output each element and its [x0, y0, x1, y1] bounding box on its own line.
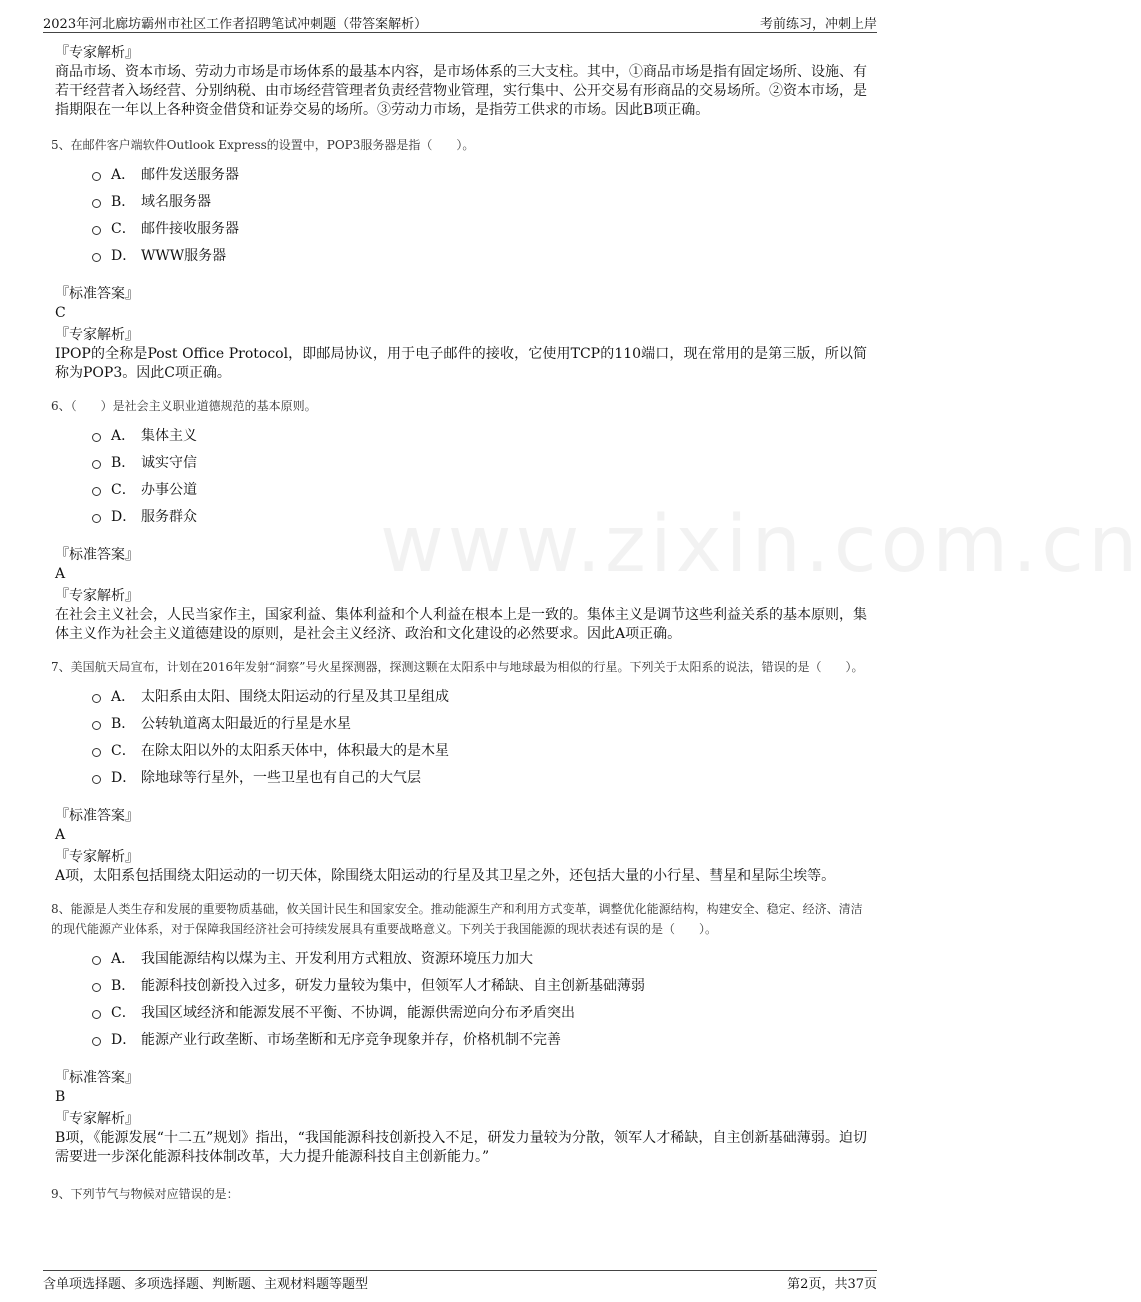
- option-c[interactable]: C． 邮件接收服务器: [92, 214, 867, 241]
- standard-answer-label: 『标准答案』: [55, 286, 139, 302]
- answer-value: C: [55, 305, 66, 321]
- option-d[interactable]: D． WWW服务器: [92, 241, 867, 268]
- option-list: [55, 160, 867, 268]
- radio-icon[interactable]: [92, 253, 101, 262]
- footer-note: 含单项选择题、多项选择题、判断题、主观材料题等题型: [43, 1277, 369, 1292]
- option-c[interactable]: C． 我国区域经济和能源发展不平衡、不协调，能源供需逆向分布矛盾突出: [92, 998, 867, 1025]
- question-stem: 9、下列节气与物候对应错误的是：: [51, 1187, 239, 1201]
- analysis-text: B项，《能源发展“十二五”规划》指出，“我国能源科技创新投入不足，研发力量较为分散，领军人才稀缺，自主创新基础薄弱。迫切需要进一步深化能源科技体制改革，大力提升能源科技自主创新能力。”: [55, 1130, 867, 1165]
- radio-icon[interactable]: [92, 433, 101, 442]
- radio-icon[interactable]: [92, 1010, 101, 1019]
- expert-analysis-label: 『专家解析』: [55, 45, 139, 61]
- expert-analysis-label: 『专家解析』: [55, 588, 139, 604]
- radio-icon[interactable]: [92, 694, 101, 703]
- expert-analysis-label: 『专家解析』: [55, 327, 139, 343]
- option-d[interactable]: D． 能源产业行政垄断、市场垄断和无序竞争现象并存，价格机制不完善: [92, 1025, 867, 1052]
- question-stem: 5、在邮件客户端软件Outlook Express的设置中，POP3服务器是指（ ）。: [51, 138, 475, 152]
- header-slogan: 考前练习，冲刺上岸: [759, 17, 877, 32]
- option-d[interactable]: D． 服务群众: [92, 502, 867, 529]
- question-stem: 8、能源是人类生存和发展的重要物质基础，攸关国计民生和国家安全。推动能源生产和利用方式变革，调整优化能源结构，构建安全、稳定、经济、清洁的现代能源产业体系，对于保障我国经济社会可持续发展具有重要战略意义。下列关于我国能源的现状表述有误的是（ ）。: [51, 902, 863, 936]
- page-number: 第2页，共37页: [787, 1277, 877, 1292]
- answer-value: A: [55, 566, 66, 582]
- standard-answer-label: 『标准答案』: [55, 547, 139, 563]
- option-c[interactable]: C． 办事公道: [92, 475, 867, 502]
- standard-answer-label: 『标准答案』: [55, 1070, 139, 1086]
- question-stem: 6、（ ）是社会主义职业道德规范的基本原则。: [51, 399, 317, 413]
- radio-icon[interactable]: [92, 1037, 101, 1046]
- option-b[interactable]: B． 能源科技创新投入过多，研发力量较为集中，但领军人才稀缺、自主创新基础薄弱: [92, 971, 867, 998]
- option-a[interactable]: A． 邮件发送服务器: [92, 160, 867, 187]
- radio-icon[interactable]: [92, 514, 101, 523]
- expert-analysis-label: 『专家解析』: [55, 849, 139, 865]
- radio-icon[interactable]: [92, 172, 101, 181]
- option-a[interactable]: A． 我国能源结构以煤为主、开发利用方式粗放、资源环境压力加大: [92, 944, 867, 971]
- option-list: [55, 944, 867, 1052]
- radio-icon[interactable]: [92, 199, 101, 208]
- document-body: [51, 44, 867, 1204]
- radio-icon[interactable]: [92, 487, 101, 496]
- watermark: www.zixin.com.cn: [380, 500, 1141, 590]
- page-header: [43, 10, 877, 33]
- analysis-text: A项，太阳系包括围绕太阳运动的一切天体，除围绕太阳运动的行星及其卫星之外，还包括大量的小行星、彗星和星际尘埃等。: [55, 868, 836, 884]
- option-c[interactable]: C． 在除太阳以外的太阳系天体中，体积最大的是木星: [92, 736, 867, 763]
- document-title: 2023年河北廊坊霸州市社区工作者招聘笔试冲刺题（带答案解析）: [43, 17, 428, 32]
- question-stem: 7、美国航天局宣布，计划在2016年发射“洞察”号火星探测器，探测这颗在太阳系中与地球最为相似的行星。下列关于太阳系的说法，错误的是（ ）。: [51, 660, 864, 674]
- option-d[interactable]: D． 除地球等行星外，一些卫星也有自己的大气层: [92, 763, 867, 790]
- option-a[interactable]: A． 太阳系由太阳、围绕太阳运动的行星及其卫星组成: [92, 682, 867, 709]
- analysis-text: 商品市场、资本市场、劳动力市场是市场体系的最基本内容，是市场体系的三大支柱。其中，①商品市场是指有固定场所、设施、有若干经营者入场经营、分别纳税、由市场经营管理者负责经营物业管理，实行集中、公开交易有形商品的交易场所。②资本市场，是指期限在一年以上各种资金借贷和证券交易的场所。③劳动力市场，是指劳工供求的市场。因此B项正确。: [55, 64, 867, 118]
- option-b[interactable]: B． 域名服务器: [92, 187, 867, 214]
- analysis-text: IPOP的全称是Post Office Protocol，即邮局协议，用于电子邮件的接收，它使用TCP的110端口，现在常用的是第三版，所以简称为POP3。因此C项正确。: [55, 346, 867, 381]
- option-b[interactable]: B． 诚实守信: [92, 448, 867, 475]
- page-footer: [43, 1270, 877, 1291]
- answer-value: B: [55, 1089, 66, 1105]
- radio-icon[interactable]: [92, 460, 101, 469]
- radio-icon[interactable]: [92, 226, 101, 235]
- expert-analysis-label: 『专家解析』: [55, 1111, 139, 1127]
- option-list: [55, 421, 867, 529]
- analysis-text: 在社会主义社会，人民当家作主，国家利益、集体利益和个人利益在根本上是一致的。集体主义是调节这些利益关系的基本原则，集体主义作为社会主义道德建设的原则，是社会主义经济、政治和文化建设的必然要求。因此A项正确。: [55, 607, 867, 642]
- radio-icon[interactable]: [92, 721, 101, 730]
- radio-icon[interactable]: [92, 983, 101, 992]
- radio-icon[interactable]: [92, 956, 101, 965]
- answer-value: A: [55, 827, 66, 843]
- radio-icon[interactable]: [92, 748, 101, 757]
- radio-icon[interactable]: [92, 775, 101, 784]
- standard-answer-label: 『标准答案』: [55, 808, 139, 824]
- option-list: [55, 682, 867, 790]
- option-a[interactable]: A． 集体主义: [92, 421, 867, 448]
- option-b[interactable]: B． 公转轨道离太阳最近的行星是水星: [92, 709, 867, 736]
